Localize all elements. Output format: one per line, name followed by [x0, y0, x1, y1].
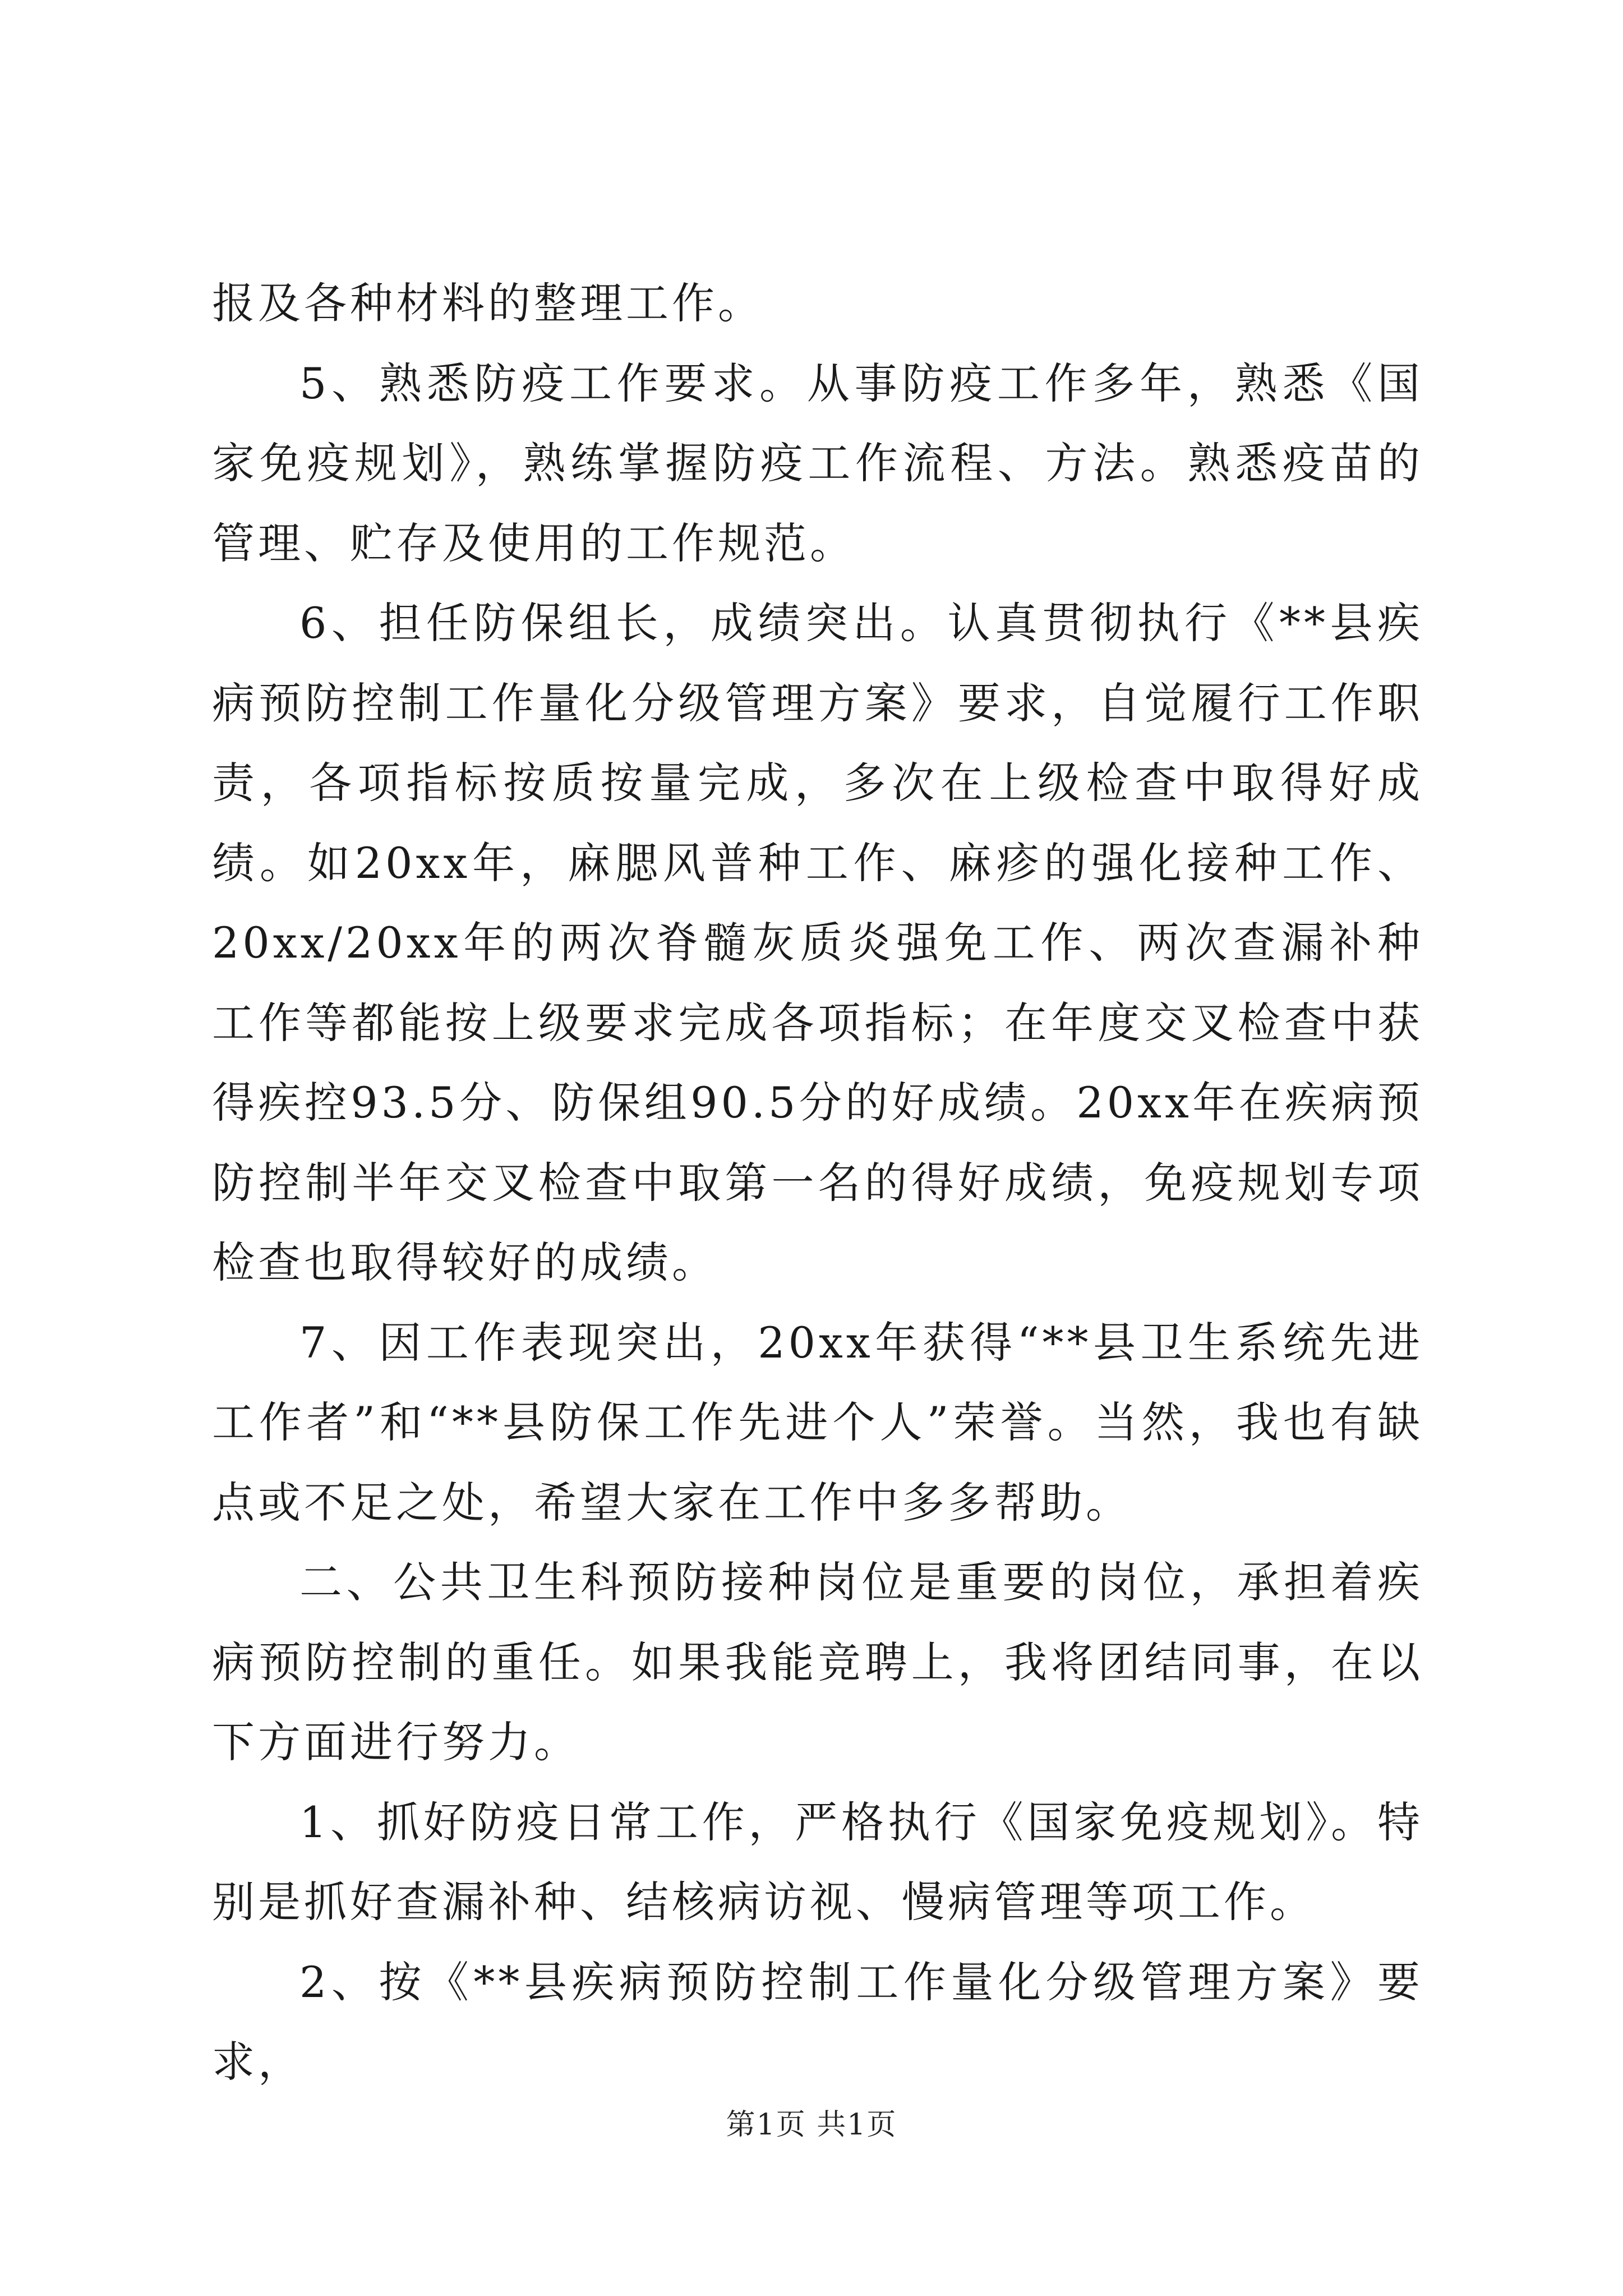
document-body: [212, 264, 1423, 2102]
paragraph-plan-2: 2、按《**县疾病预防控制工作量化分级管理方案》要求，: [212, 1957, 1423, 2087]
paragraph-continuation: 报及各种材料的整理工作。: [212, 278, 764, 328]
paragraph-section-2: 二、公共卫生科预防接种岗位是重要的岗位，承担着疾病预防控制的重任。如果我能竞聘上，我将团结同事，在以下方面进行努力。: [212, 1557, 1423, 1767]
paragraph-plan-1: 1、抓好防疫日常工作，严格执行《国家免疫规划》。特别是抓好查漏补种、结核病访视、慢病管理等项工作。: [212, 1797, 1423, 1927]
paragraph-item-7: 7、因工作表现突出，20xx年获得“**县卫生系统先进工作者”和“**县防保工作先进个人”荣誉。当然，我也有缺点或不足之处，希望大家在工作中多多帮助。: [212, 1317, 1423, 1527]
page-number-footer: 第1页 共1页: [726, 2108, 897, 2142]
paragraph-item-6: 6、担任防保组长，成绩突出。认真贯彻执行《**县疾病预防控制工作量化分级管理方案》要求，自觉履行工作职责，各项指标按质按量完成，多次在上级检查中取得好成绩。如20xx年，麻腮风普种工作、麻疹的强化接种工作、20xx/20xx年的两次脊髓灰质炎强免工作、两次查漏补种工作等都能按上级要求完成各项指标；在年度交叉检查中获得疾控93.5分、防保组90.5分的好成绩。20xx年在疾病预防控制半年交叉检查中取第一名的得好成绩，免疫规划专项检查也取得较好的成绩。: [212, 598, 1423, 1287]
paragraph-item-5: 5、熟悉防疫工作要求。从事防疫工作多年，熟悉《国家免疫规划》，熟练掌握防疫工作流程、方法。熟悉疫苗的管理、贮存及使用的工作规范。: [212, 358, 1423, 568]
